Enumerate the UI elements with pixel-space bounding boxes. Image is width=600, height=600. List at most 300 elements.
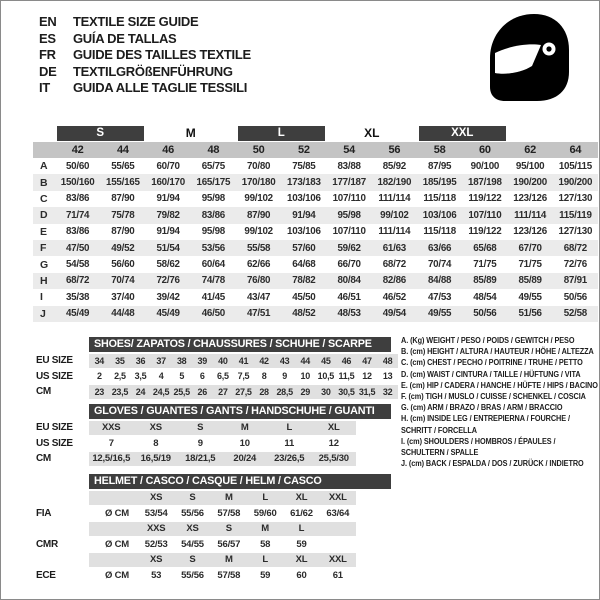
measurement-value: 45/49: [156, 308, 180, 320]
measurement-value: 75/85: [292, 160, 316, 172]
measurement-value: 91/94: [156, 226, 180, 238]
cell-value: 6,5: [217, 371, 229, 382]
cell-value: 23/26,5: [274, 453, 305, 465]
measurement-value: 82/86: [382, 275, 407, 287]
cell-value: 10,5: [317, 371, 334, 382]
measurement-value: 48/53: [337, 308, 361, 320]
cell-value: 5: [179, 371, 185, 382]
measurement-value: 111/114: [378, 193, 411, 205]
cell-value: XXS: [102, 422, 121, 434]
measurement-value: 65/75: [201, 160, 226, 172]
row-label: E: [40, 225, 47, 238]
measurement-value: 61/63: [382, 242, 407, 254]
language-title: TEXTILGRÖßENFÜHRUNG: [73, 63, 233, 79]
legend-item-h: H. (cm) INSIDE LEG / ENTREPIERNA / FOURCHE / SCHRITT / FORCELLA: [401, 413, 570, 435]
measurement-value: 87/95: [427, 160, 452, 172]
size-group-l: [236, 126, 327, 141]
measurement-value: 46/51: [337, 291, 361, 303]
measurement-legend: [401, 335, 598, 469]
measurement-value: 71/74: [65, 209, 90, 221]
cell-value: 57/58: [217, 507, 241, 519]
language-title: GUÍA DE TALLAS: [73, 30, 177, 46]
size-column-header: 56: [388, 144, 401, 156]
measurement-value: 160/170: [151, 177, 185, 189]
cell-value: 54/55: [181, 538, 204, 550]
cell-value: 12,5/16,5: [92, 453, 131, 465]
row-values: [89, 491, 356, 506]
measurement-value: 68/72: [65, 275, 90, 287]
row-label: H: [40, 274, 48, 287]
cell-value: 40: [218, 355, 228, 366]
measurement-value: 127/130: [558, 226, 593, 238]
legend-item-d: D. (cm) WAIST / CINTURA / TAILLE / HÜFTUNG / VITA: [401, 368, 581, 379]
cell-value: 41: [238, 355, 249, 366]
cell-value: 42: [259, 355, 269, 366]
cell-value: XL: [295, 492, 308, 504]
helmet-table-row: [36, 552, 391, 568]
measurement-value: 103/106: [422, 209, 457, 221]
unit-label: Ø CM: [104, 569, 129, 581]
measurement-value: 49/55: [518, 291, 542, 303]
legend-item-g: G. (cm) ARM / BRAZO / BRAS / ARM / BRACCIO: [401, 402, 563, 413]
measurement-value: 71/75: [518, 259, 542, 271]
size-group-m: M: [185, 126, 196, 140]
measurement-row-f: [33, 240, 598, 256]
measurement-value: 64/68: [292, 259, 316, 271]
cell-value: XL: [327, 422, 340, 434]
measurement-value: 63/66: [427, 242, 452, 254]
measurement-value: 75/78: [111, 209, 135, 221]
gloves-table-row: [36, 451, 391, 467]
measurement-value: 107/110: [468, 209, 502, 221]
cell-value: 59/60: [253, 507, 277, 519]
measurement-value: 85/89: [518, 275, 542, 287]
cell-value: 55/56: [181, 569, 204, 581]
measurement-value: 99/102: [244, 193, 273, 205]
measurement-value: 80/84: [337, 275, 361, 287]
shoes-table-row: [36, 369, 398, 385]
cell-value: 59: [296, 538, 307, 550]
measurement-value: 182/190: [377, 177, 412, 189]
measurement-value: 66/70: [337, 259, 361, 271]
language-title: GUIDE DES TAILLES TEXTILE: [73, 47, 251, 62]
measurement-value: 115/119: [559, 209, 592, 221]
cell-value: 11: [284, 437, 295, 449]
measurement-value: 70/74: [111, 275, 135, 287]
measurement-value: 111/114: [378, 226, 411, 238]
measurement-value: 115/118: [423, 226, 456, 238]
measurement-value: 49/54: [382, 308, 407, 320]
measurement-value: 50/56: [563, 291, 588, 303]
measurement-value: 123/126: [513, 226, 547, 238]
measurement-value: 48/54: [473, 291, 497, 303]
cell-value: 38: [176, 355, 187, 366]
cell-value: 20/24: [233, 453, 257, 465]
legend-item-b: B. (cm) HEIGHT / ALTURA / HAUTEUR / HÖHE / ALTEZZA: [401, 346, 594, 357]
measurement-value: 165/175: [196, 177, 231, 189]
measurement-value: 83/86: [65, 193, 90, 205]
helmet-table-row: [36, 490, 391, 506]
cell-value: M: [240, 422, 249, 434]
measurement-value: 107/110: [332, 226, 366, 238]
cell-value: 12: [328, 437, 339, 449]
cell-value: 25,5: [173, 386, 190, 397]
cell-value: 53/54: [144, 507, 168, 519]
size-column-header: 52: [298, 144, 310, 156]
row-values: [89, 522, 356, 537]
size-group-row: [33, 125, 598, 142]
helmet-table-row: [36, 568, 391, 584]
cell-value: 46: [341, 355, 352, 366]
row-label: US SIZE: [36, 437, 73, 449]
cell-value: 58: [260, 538, 271, 550]
language-code: EN: [39, 14, 57, 29]
measurement-value: 50/60: [65, 160, 90, 172]
cell-value: 8: [261, 371, 267, 382]
row-label: CMR: [36, 538, 58, 550]
helmet-table-title: HELMET / CASCO / CASQUE / HELM / CASCO: [89, 474, 391, 489]
size-group-xxl: [417, 126, 508, 141]
measurement-value: 84/88: [427, 275, 452, 287]
cell-value: 13: [382, 371, 393, 382]
language-code: ES: [39, 30, 56, 46]
size-group-bar: L: [238, 126, 325, 141]
gloves-table-rows: [36, 420, 391, 467]
unit-label: Ø CM: [104, 507, 129, 519]
measurement-value: 78/82: [292, 275, 316, 287]
legend-item-j: J. (cm) BACK / ESPALDA / DOS / ZURÜCK / INDIETRO: [401, 458, 584, 469]
cell-value: XS: [186, 523, 199, 535]
cell-value: 28: [259, 386, 269, 397]
measurement-value: 47/50: [65, 242, 90, 254]
measurement-value: 111/114: [514, 209, 547, 221]
cell-value: XXL: [328, 492, 347, 504]
row-label: CM: [36, 386, 51, 398]
measurement-value: 46/52: [382, 291, 407, 303]
cell-value: M: [224, 554, 233, 566]
row-values: [89, 385, 398, 400]
cell-value: 59: [260, 569, 271, 581]
measurement-value: 72/76: [563, 259, 588, 271]
row-values: [89, 553, 356, 568]
measurement-value: 85/92: [382, 160, 407, 172]
measurement-value: 170/180: [241, 177, 276, 189]
row-label: EU SIZE: [36, 422, 73, 434]
measurement-value: 150/160: [60, 177, 95, 189]
measurement-value: 35/38: [65, 291, 90, 303]
measurement-value: 70/74: [427, 259, 452, 271]
cell-value: 45: [321, 355, 331, 366]
measurement-value: 123/126: [513, 193, 547, 205]
size-column-header: 48: [207, 144, 220, 156]
measurement-value: 103/106: [287, 226, 321, 238]
measurement-value: 87/90: [246, 209, 271, 221]
cell-value: 7,5: [237, 371, 250, 382]
shoes-table-rows: [36, 353, 398, 400]
measurement-value: 52/58: [563, 308, 588, 320]
cell-value: 37: [156, 355, 166, 366]
cell-value: 23: [94, 386, 104, 397]
row-label: G: [40, 258, 48, 271]
size-column-header: 46: [162, 144, 174, 156]
cell-value: 36: [135, 355, 146, 366]
helmet-table-rows: [36, 490, 391, 583]
legend-item-i: I. (cm) SHOULDERS / HOMBROS / ÉPAULES / SCHULTERN / SPALLE: [401, 435, 556, 458]
size-column-header: 54: [343, 144, 355, 156]
measurement-row-c: [33, 191, 598, 207]
size-column-header: 44: [117, 144, 129, 156]
cell-value: 55/56: [181, 507, 204, 519]
language-title: GUIDA ALLE TAGLIE TESSILI: [73, 80, 248, 95]
cell-value: 43: [279, 355, 290, 366]
helmet-table-row: [36, 521, 391, 537]
size-group-s: [55, 126, 146, 141]
language-row: [39, 31, 251, 48]
measurement-value: 173/183: [287, 177, 321, 189]
row-values: [89, 421, 356, 436]
cell-value: 10: [300, 371, 310, 382]
row-label: C: [40, 192, 48, 205]
size-column-header: 62: [524, 144, 536, 156]
measurement-value: 190/200: [513, 177, 547, 189]
measurement-value: 49/52: [111, 242, 135, 254]
cell-value: 3,5: [134, 371, 147, 382]
legend-item-e: E. (cm) HIP / CADERA / HANCHE / HÜFTE / HIPS / BACINO: [401, 379, 598, 390]
size-number-row: [33, 142, 598, 158]
helmet-table-row: [36, 506, 391, 522]
measurement-value: 99/102: [380, 209, 409, 221]
measurement-value: 46/50: [201, 308, 226, 320]
row-values: [89, 537, 356, 552]
cell-value: S: [189, 554, 196, 566]
measurement-value: 103/106: [287, 193, 321, 205]
measurement-value: 65/68: [473, 242, 497, 254]
measurement-value: 68/72: [382, 259, 407, 271]
cell-value: 39: [197, 355, 207, 366]
measurement-value: 91/94: [156, 193, 180, 205]
measurement-value: 51/56: [518, 308, 542, 320]
measurement-value: 91/94: [292, 209, 316, 221]
measurement-row-e: [33, 224, 598, 240]
measurement-row-b: [33, 174, 598, 190]
size-column-header: 42: [71, 144, 84, 156]
row-label: A: [40, 160, 48, 173]
language-list: [39, 14, 251, 97]
measurement-value: 71/75: [473, 259, 497, 271]
row-label: I: [40, 291, 43, 304]
row-label: B: [40, 176, 48, 189]
cell-value: 52/53: [144, 538, 168, 550]
cell-value: 7: [108, 437, 114, 449]
measurement-value: 105/115: [558, 160, 592, 172]
measurement-value: 79/82: [156, 209, 180, 221]
measurement-value: 119/122: [468, 193, 502, 205]
cell-value: M: [261, 523, 269, 535]
cell-value: 9: [282, 371, 287, 382]
measurement-value: 43/47: [246, 291, 271, 303]
measurement-row-h: [33, 273, 598, 289]
row-values: [89, 436, 356, 451]
cell-value: M: [224, 492, 233, 504]
cell-value: L: [286, 422, 293, 434]
measurement-value: 59/62: [337, 242, 361, 254]
cell-value: 35: [115, 355, 125, 366]
measurement-value: 85/89: [473, 275, 497, 287]
measurement-value: 99/102: [244, 226, 273, 238]
cell-value: 18/21,5: [185, 453, 216, 465]
cell-value: 29: [300, 386, 310, 397]
language-row: [39, 80, 251, 97]
measurement-value: 68/72: [563, 242, 588, 254]
helmet-logo-icon: [479, 7, 579, 107]
row-values: [89, 369, 398, 384]
row-label: J: [40, 307, 46, 320]
cell-value: 60: [296, 569, 307, 581]
measurement-value: 95/100: [515, 160, 545, 172]
cell-value: 9: [197, 437, 203, 449]
size-group-spacer: [508, 126, 553, 141]
row-label: ECE: [36, 569, 56, 581]
measurement-value: 39/42: [156, 291, 180, 303]
measurement-value: 57/60: [292, 242, 316, 254]
row-label: F: [40, 242, 47, 255]
measurement-value: 48/52: [292, 308, 316, 320]
row-label: CM: [36, 453, 51, 465]
measurement-value: 115/118: [423, 193, 456, 205]
measurement-value: 90/100: [470, 160, 500, 172]
cell-value: 4: [158, 371, 164, 382]
measurement-value: 119/122: [468, 226, 502, 238]
cell-value: 63/64: [326, 507, 350, 519]
row-values: [89, 568, 356, 583]
size-group-bar: XXL: [419, 126, 506, 141]
measurement-value: 54/58: [65, 259, 90, 271]
cell-value: S: [197, 422, 204, 434]
measurement-value: 55/65: [111, 160, 135, 172]
measurement-value: 50/56: [473, 308, 497, 320]
row-label: US SIZE: [36, 370, 73, 382]
measurement-value: 74/78: [201, 275, 226, 287]
cell-value: 11,5: [338, 371, 355, 382]
measurement-value: 58/62: [156, 259, 180, 271]
cell-value: XS: [150, 554, 163, 566]
cell-value: 47: [362, 355, 372, 366]
cell-value: 27: [218, 386, 228, 397]
measurement-value: 95/98: [201, 193, 226, 205]
measurement-value: 107/110: [332, 193, 366, 205]
measurement-value: 67/70: [518, 242, 542, 254]
gloves-table-title: GLOVES / GUANTES / GANTS / HANDSCHUHE / GUANTI: [89, 404, 391, 419]
measurement-value: 95/98: [337, 209, 361, 221]
cell-value: 2,5: [114, 371, 126, 382]
cell-value: 16,5/19: [140, 453, 171, 465]
size-column-header: 64: [569, 144, 582, 156]
measurement-row-j: [33, 306, 598, 322]
row-values: [89, 452, 356, 467]
cell-value: 44: [300, 355, 310, 366]
cell-value: 53: [151, 569, 162, 581]
cell-value: 34: [94, 355, 104, 366]
legend-item-f: F. (cm) TIGH / MUSLO / CUISSE / SCHENKEL / COSCIA: [401, 391, 586, 402]
row-values: [89, 354, 398, 369]
helmet-table: [36, 474, 391, 583]
measurement-value: 51/54: [156, 242, 180, 254]
size-column-header: 58: [433, 144, 446, 156]
gloves-table-row: [36, 420, 391, 436]
cell-value: 56/57: [217, 538, 241, 550]
measurement-value: 45/50: [292, 291, 316, 303]
legend-item-c: C. (cm) CHEST / PECHO / POITRINE / TRUHE / PETTO: [401, 357, 583, 368]
measurement-value: 190/200: [558, 177, 593, 189]
shoes-table: [36, 337, 398, 400]
measurement-value: 47/53: [427, 291, 452, 303]
cell-value: 6: [199, 371, 205, 382]
cell-value: 2: [96, 371, 102, 382]
shoes-table-row: [36, 384, 398, 400]
language-row: [39, 47, 251, 64]
size-group-xl: XL: [364, 126, 380, 140]
row-label: FIA: [36, 507, 52, 519]
measurement-value: 47/51: [246, 308, 271, 320]
cell-value: 26: [197, 386, 207, 397]
measurement-value: 70/80: [246, 160, 271, 172]
measurement-value: 76/80: [246, 275, 271, 287]
cell-value: 30,5: [338, 386, 355, 397]
cell-value: XXS: [146, 523, 166, 535]
row-label: D: [40, 209, 48, 222]
measurement-row-d: [33, 207, 598, 223]
measurement-value: 44/48: [111, 308, 135, 320]
measurement-value: 187/198: [468, 177, 502, 189]
language-row: [39, 14, 251, 31]
cell-value: L: [298, 523, 305, 535]
cell-value: 57/58: [217, 569, 241, 581]
measurement-row-i: [33, 289, 598, 305]
measurement-value: 127/130: [558, 193, 593, 205]
cell-value: 23,5: [111, 386, 129, 397]
gloves-table-row: [36, 436, 391, 452]
size-column-header: 60: [479, 144, 491, 156]
cell-value: 30: [321, 386, 331, 397]
row-label: EU SIZE: [36, 355, 73, 367]
measurement-value: 62/66: [246, 259, 271, 271]
language-code: DE: [39, 63, 57, 79]
size-group-spacer: [33, 126, 55, 141]
measurement-value: 185/195: [422, 177, 457, 189]
shoes-table-title: SHOES/ ZAPATOS / CHAUSSURES / SCHUHE / SCARPE: [89, 337, 391, 352]
measurement-value: 41/45: [201, 291, 226, 303]
cell-value: 27,5: [235, 386, 252, 397]
cell-value: 25,5/30: [318, 453, 349, 465]
measurement-value: 87/90: [111, 226, 135, 238]
legend-item-a: A. (Kg) WEIGHT / PESO / POIDS / GEWITCH / PESO: [401, 335, 575, 345]
cell-value: S: [225, 523, 232, 535]
language-code: IT: [39, 80, 50, 95]
cell-value: XXL: [328, 554, 347, 566]
measurement-value: 60/64: [201, 259, 226, 271]
cell-value: 28,5: [276, 386, 293, 397]
gloves-table: [36, 404, 391, 467]
row-values: [89, 506, 356, 521]
cell-value: XS: [149, 422, 162, 434]
measurement-value: 83/86: [65, 226, 90, 238]
measurement-value: 155/165: [106, 177, 140, 189]
measurement-value: 56/60: [111, 259, 135, 271]
cell-value: S: [189, 492, 196, 504]
cell-value: 10: [239, 437, 250, 449]
measurement-value: 53/56: [201, 242, 226, 254]
cell-value: L: [262, 492, 268, 504]
